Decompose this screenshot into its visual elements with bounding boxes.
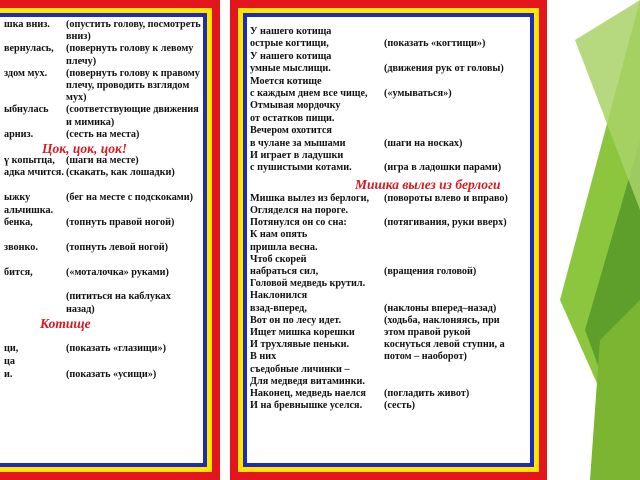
right-bot-verse-line: Потянулся он со сна: xyxy=(250,217,347,229)
left-bot-action-line: (показать «глазищи») xyxy=(66,343,166,355)
right-bot-action-line: (повороты влево и вправо) xyxy=(384,192,508,204)
right-bot-action-line: (потягивания, руки вверх) xyxy=(384,217,507,229)
left-bot-action-line: (показать «усищи») xyxy=(66,369,157,381)
right-bot-verse-line: взад-вперед, xyxy=(250,302,307,314)
right-top-verse-line: Моется котище xyxy=(250,75,322,87)
right-bot-verse-line: В них xyxy=(250,351,277,363)
left-mid-action-line: (топнуть правой ногой) xyxy=(66,217,175,228)
right-bot-action-line: (погладить живот) xyxy=(384,388,470,399)
right-top-verse-line: в чулане за мышами xyxy=(250,137,346,149)
right-bot-verse-line: Огляделся на пороге. xyxy=(250,205,349,216)
left-mid-action-line: (топнуть левой ногой) xyxy=(66,241,168,253)
left-mid-verse-line: адка мчится. xyxy=(4,167,64,179)
left-mid-verse-line: ыжку xyxy=(4,192,31,204)
left-card-paper xyxy=(0,17,203,463)
right-bot-verse-line: Мишка вылез из берлоги, xyxy=(250,192,370,204)
left-top-action-line: и мимика) xyxy=(66,116,115,128)
right-bot-verse-line: И на бревнышке уселся. xyxy=(250,400,363,412)
right-card-paper xyxy=(247,17,530,463)
right-top-verse-line: с пушистыми котами. xyxy=(250,162,352,174)
left-mid-verse-line: звонко. xyxy=(4,241,38,253)
left-bot-verse-line: ца xyxy=(4,356,15,368)
right-bot-verse-line: Чтоб скорей xyxy=(250,253,307,265)
left-top-verse-line: ыбнулась xyxy=(4,104,49,116)
left-mid-action-line: (шаги на месте) xyxy=(66,155,139,166)
right-bot-verse-line: Вот он по лесу идет. xyxy=(250,314,342,326)
right-top-verse-line: У нашего котища xyxy=(250,26,332,37)
left-card xyxy=(0,0,220,480)
right-bot-action-line: (сесть) xyxy=(384,400,415,412)
right-title-mishka: Мишка вылез из берлоги xyxy=(355,176,501,192)
right-top-action-line: (игра в ладошки парами) xyxy=(384,162,502,174)
right-bot-verse-line: Наклонился xyxy=(250,290,308,302)
right-bot-action-line: коснуться левой ступни, а xyxy=(384,339,505,351)
right-bot-verse-line: Наконец, медведь наелся xyxy=(250,388,366,399)
left-mid-verse-line: бится, xyxy=(4,266,33,278)
left-top-action-line: (повернуть голову к правому xyxy=(66,67,200,79)
left-top-action-line: (повернуть голову к левому xyxy=(66,43,194,55)
right-top-verse-line: Вечером охотится xyxy=(250,125,332,137)
right-bot-action-line: потом – наоборот) xyxy=(384,351,467,363)
right-bot-action-line: (вращения головой) xyxy=(384,266,477,277)
right-bot-verse-line: Для медведя витаминки. xyxy=(250,375,365,387)
left-top-action-line: (соответствующие движения xyxy=(66,104,199,116)
right-top-verse-line: острые когтищи, xyxy=(250,38,329,50)
right-top-action-line: (показать «когтищи») xyxy=(384,38,486,50)
left-mid-action-line: назад) xyxy=(66,303,95,315)
left-top-action-line: мух) xyxy=(66,92,87,104)
right-bot-verse-line: Ищет мишка корешки xyxy=(250,327,355,338)
left-top-verse-line: арниз. xyxy=(4,128,34,140)
right-bot-verse-line: съедобные личинки – xyxy=(250,363,350,375)
left-mid-action-line: (скакать, как лошадки) xyxy=(66,167,175,179)
right-bot-verse-line: Головой медведь крутил. xyxy=(250,278,366,290)
right-top-verse-line: умные мыслищи. xyxy=(250,63,331,75)
left-title-kotishche: Котище xyxy=(40,316,91,332)
left-top-action-line: (опустить голову, посмотреть xyxy=(66,19,201,30)
left-top-action-line: плечу) xyxy=(66,55,97,67)
left-top-action-line: (сесть на места) xyxy=(66,128,140,140)
left-top-verse-line: здом мух. xyxy=(4,67,48,79)
left-mid-verse-line: бенка, xyxy=(4,217,33,228)
left-bot-verse-line: ци, xyxy=(4,343,19,355)
right-bot-verse-line: К нам опять xyxy=(250,229,308,241)
left-title-tsok: Цок, цок, цок! xyxy=(42,141,128,156)
right-top-action-line: («умываться») xyxy=(384,88,452,99)
right-top-verse-line: И играет в ладушки xyxy=(250,150,344,161)
left-top-verse-line: шка вниз. xyxy=(4,19,50,30)
left-top-action-line: вниз) xyxy=(66,31,91,43)
right-top-verse-line: с каждым днем все чище, xyxy=(250,88,368,99)
left-top-action-line: плечу, проводить взглядом xyxy=(66,80,190,91)
right-top-action-line: (шаги на носках) xyxy=(384,137,463,149)
right-bot-action-line: этом правой рукой xyxy=(384,327,471,338)
right-top-action-line: (движения рук от головы) xyxy=(384,63,504,75)
right-bot-verse-line: пришла весна. xyxy=(250,241,318,253)
right-bot-action-line: (наклоны вперед–назад) xyxy=(384,302,497,314)
right-top-verse-line: от остатков пищи. xyxy=(250,112,335,124)
left-top-verse-line: вернулась, xyxy=(4,43,54,55)
right-bot-action-line: (ходьба, наклоняясь, при xyxy=(384,314,500,326)
left-mid-action-line: («моталочка» руками) xyxy=(66,266,169,278)
left-mid-verse-line: ү копытца, xyxy=(4,155,55,166)
right-top-verse-line: Отмывая мордочку xyxy=(250,100,341,112)
right-bot-verse-line: И трухлявые пеньки. xyxy=(250,339,350,351)
right-top-verse-line: У нашего котища xyxy=(250,50,332,62)
left-bot-verse-line: и. xyxy=(4,369,13,381)
left-mid-action-line: (бег на месте с подскоками) xyxy=(66,192,193,204)
right-bot-verse-line: набраться сил, xyxy=(250,266,319,277)
right-card xyxy=(230,0,547,480)
left-mid-verse-line: альчишка. xyxy=(4,204,54,216)
left-mid-action-line: (пититься на каблуках xyxy=(66,291,171,303)
